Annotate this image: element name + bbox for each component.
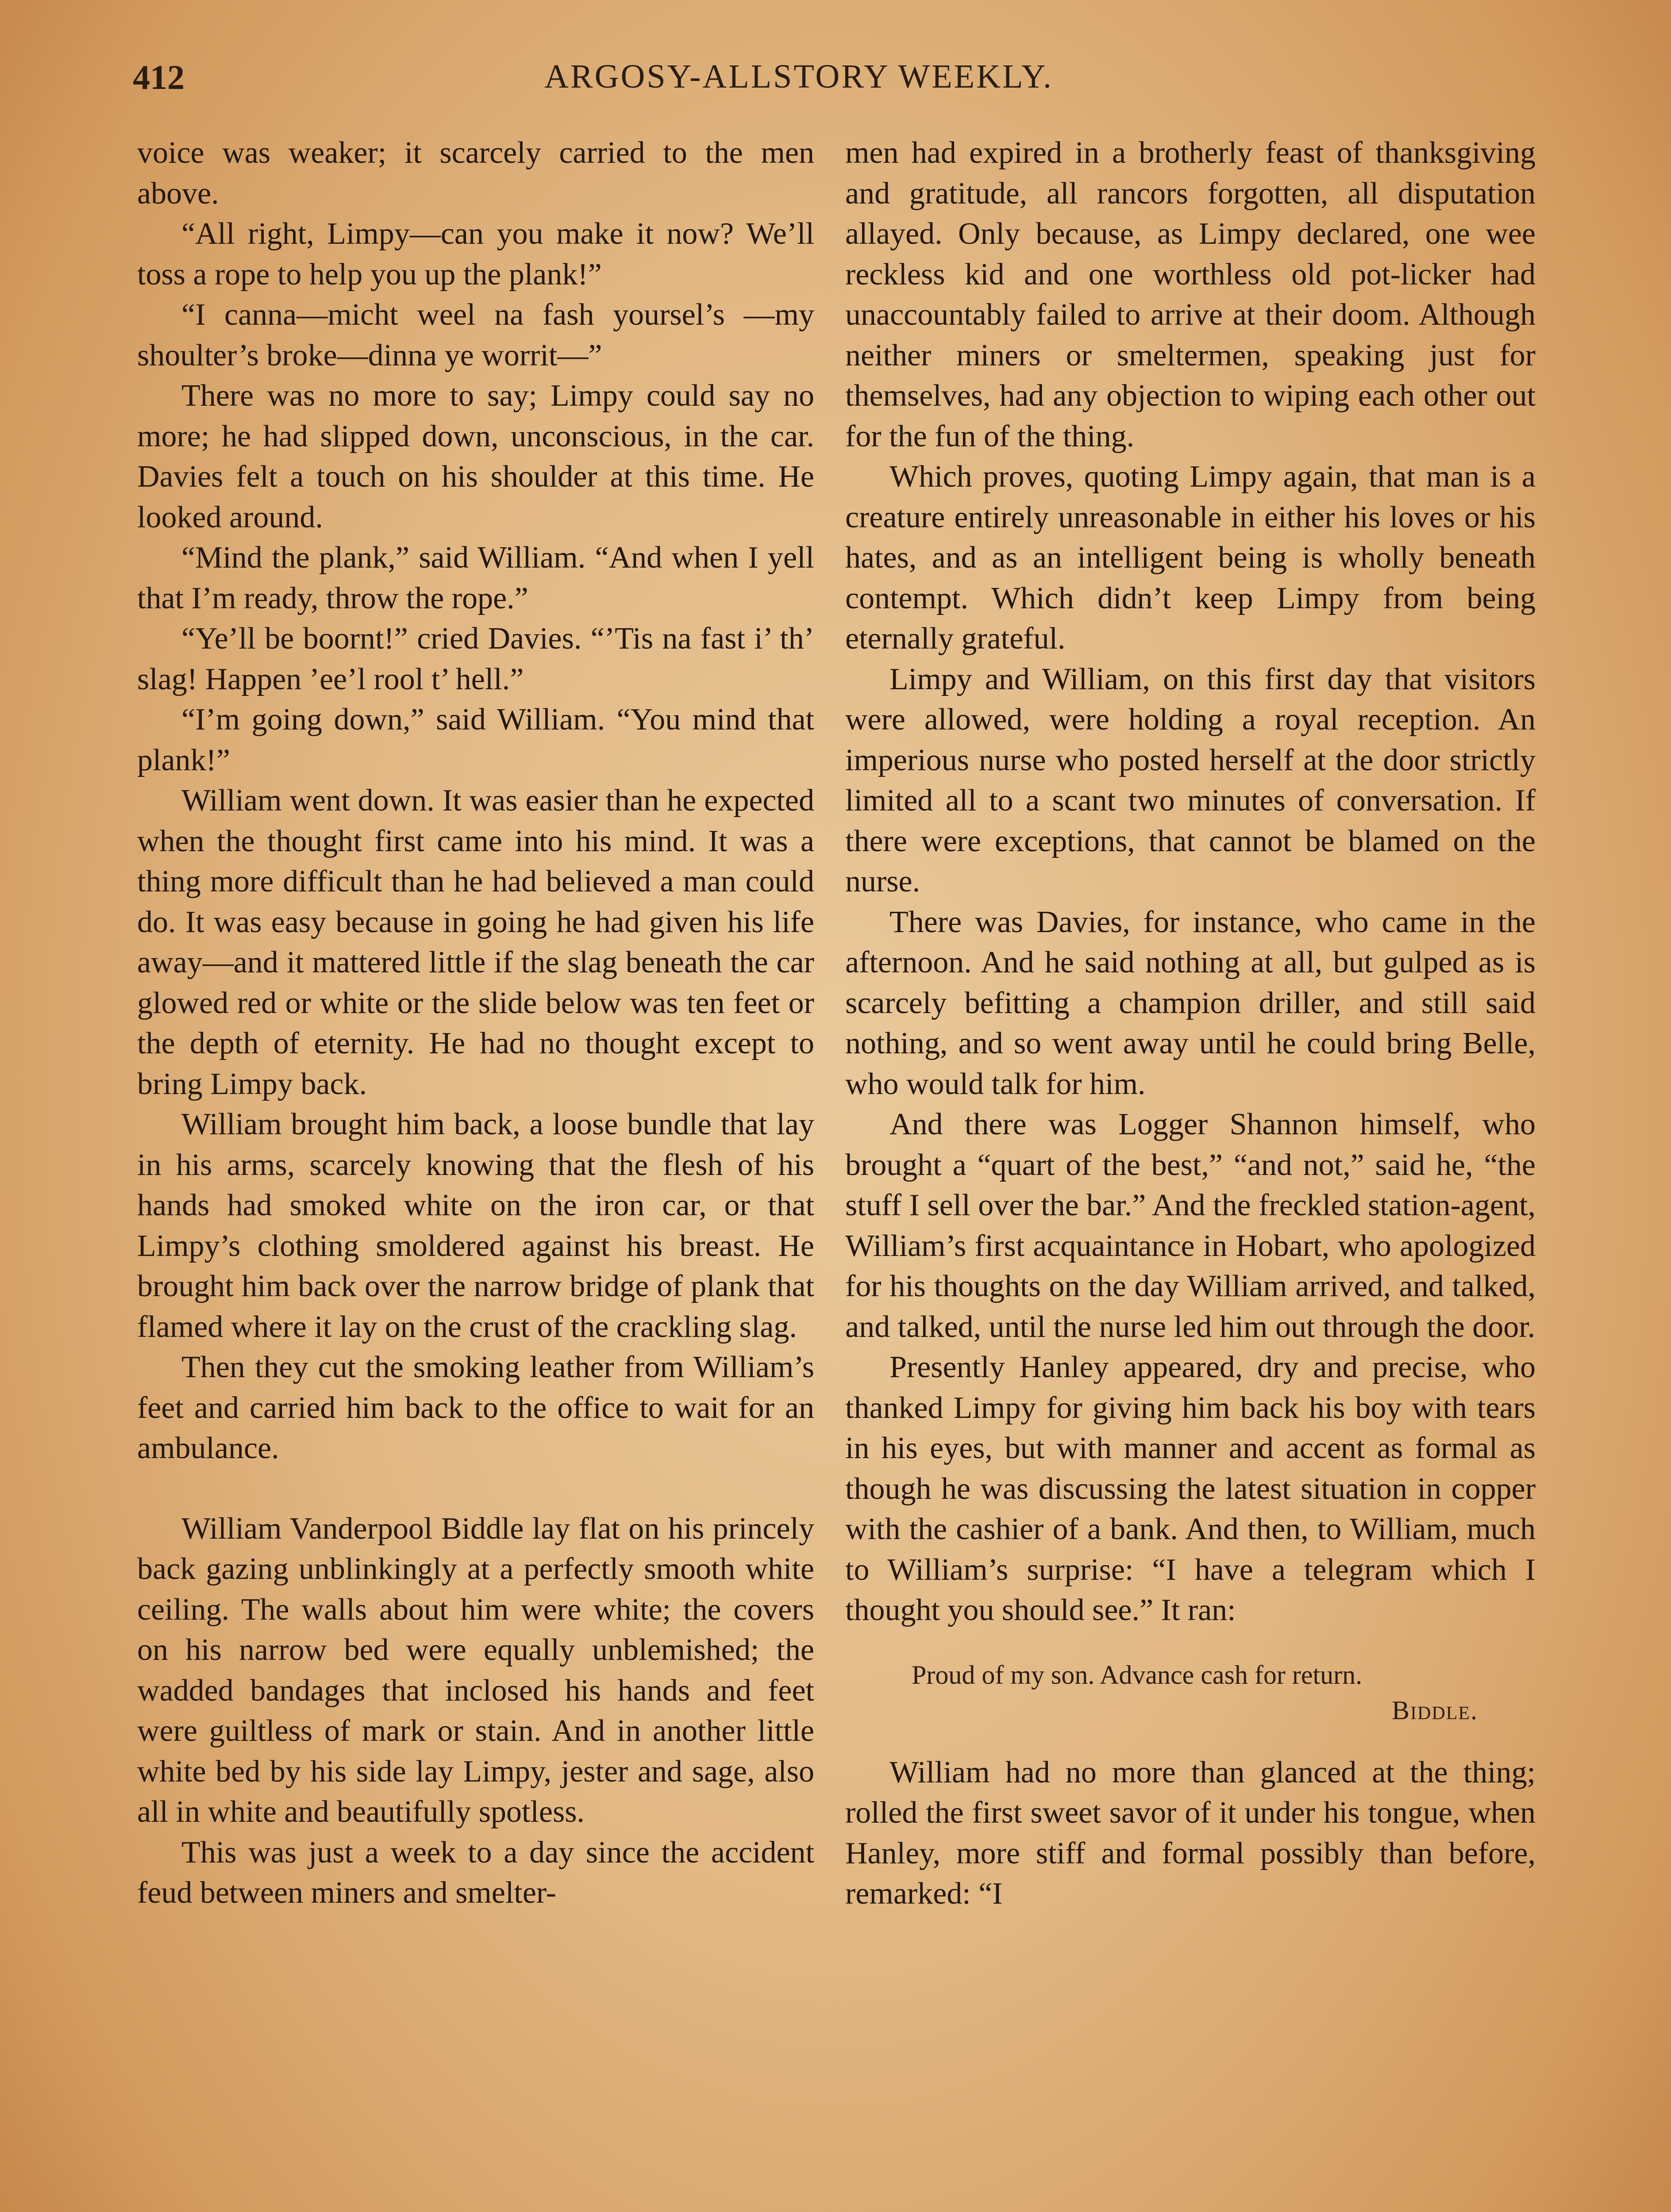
right-column [845, 133, 1536, 1914]
paragraph: And there was Logger Shannon himself, who brought a “quart of the best,” “and not,” said he, “the stuff I sell over the bar.” And the freckled station-agent, William’s first acquaintance in Hobart, who apologized for his thoughts on the day William arrived, and talked, and talked, until the nurse led him out through the door. [845, 1107, 1536, 1344]
paragraph: There was Davies, for instance, who came in the afternoon. And he said nothing at all, but gulped as is scarcely befitting a champion driller, and still said nothing, and so went away until he could bring Belle, who would talk for him. [845, 905, 1536, 1101]
left-column [137, 133, 814, 1913]
paragraph: “Ye’ll be boornt!” cried Davies. “’Tis na fast i’ th’ slag! Happen ’ee’l rool t’ hell.” [137, 622, 814, 696]
telegram-signature: Biddle. [1392, 1695, 1478, 1725]
page-number: 412 [133, 58, 185, 96]
telegram-block [845, 1657, 1536, 1728]
paragraph: Presently Hanley appeared, dry and precise, who thanked Limpy for giving him back his boy with tears in his eyes, but with manner and accent as formal as though he was discussing the latest situation in copper with the cashier of a bank. And then, to William, much to William’s surprise: “I have a telegram which I thought you should see.” It ran: [845, 1350, 1536, 1627]
paragraph: voice was weaker; it scarcely carried to the men above. [137, 136, 814, 211]
paragraph: Which proves, quoting Limpy again, that man is a creature entirely unreasonable in either his loves or his hates, and as an intelligent being is wholly beneath contempt. Which didn’t keep Limpy from being eternally grateful. [845, 460, 1536, 656]
paragraph: “I’m going down,” said William. “You mind that plank!” [137, 703, 814, 777]
paragraph: There was no more to say; Limpy could say no more; he had slipped down, unconscious, in the car. Davies felt a touch on his shoulder at this time. He looked around. [137, 379, 814, 534]
running-head: ARGOSY-ALLSTORY WEEKLY. [544, 58, 1053, 95]
paragraph: William had no more than glanced at the thing; rolled the first sweet savor of it under his tongue, when Hanley, more stiff and formal possibly than before, remarked: “I [845, 1755, 1536, 1911]
paragraph: William brought him back, a loose bundle that lay in his arms, scarcely knowing that the flesh of his hands had smoked white on the iron car, or that Limpy’s clothing smoldered against his breast. He brought him back over the narrow bridge of plank that flamed where it lay on the crust of the crackling slag. [137, 1107, 814, 1344]
page-header [133, 58, 1540, 106]
paragraph: “All right, Limpy—can you make it now? We’ll toss a rope to help you up the plank!” [137, 217, 814, 292]
paragraph: William Vanderpool Biddle lay flat on his princely back gazing unblinkingly at a perfectly smooth white ceiling. The walls about him were white; the covers on his narrow bed were equally unblemished; the wadded bandages that inclosed his hands and feet were guiltless of mark or stain. And in another little white bed by his side lay Limpy, jester and sage, also all in white and beautifully spotless. [137, 1511, 814, 1829]
paragraph: “I canna—micht weel na fash yoursel’s —my shoulter’s broke—dinna ye worrit—” [137, 298, 814, 373]
paragraph: “Mind the plank,” said William. “And when I yell that I’m ready, throw the rope.” [137, 541, 814, 615]
paragraph: Limpy and William, on this first day that visitors were allowed, were holding a royal reception. An imperious nurse who posted herself at the door strictly limited all to a scant two minutes of conversation. If there were exceptions, that cannot be blamed on the nurse. [845, 662, 1536, 899]
paragraph: This was just a week to a day since the accident feud between miners and smelter- [137, 1835, 814, 1910]
paragraph: men had expired in a brotherly feast of thanksgiving and gratitude, all rancors forgotten, all disputation allayed. Only because, as Limpy declared, one wee reckless kid and one worthless old pot-licker had unaccountably failed to arrive at their doom. Although neither miners or smeltermen, speaking just for themselves, had any objection to wiping each other out for the fun of the thing. [845, 136, 1536, 453]
paragraph: Then they cut the smoking leather from William’s feet and carried him back to the office to wait for an ambulance. [137, 1350, 814, 1465]
telegram-message: Proud of my son. Advance cash for return. [912, 1660, 1363, 1690]
paragraph: William went down. It was easier than he expected when the thought first came into his mind. It was a thing more difficult than he had believed a man could do. It was easy because in going he had given his life away—and it mattered little if the slag beneath the car glowed red or white or the slide below was ten feet or the depth of eternity. He had no thought except to bring Limpy back. [137, 783, 814, 1101]
